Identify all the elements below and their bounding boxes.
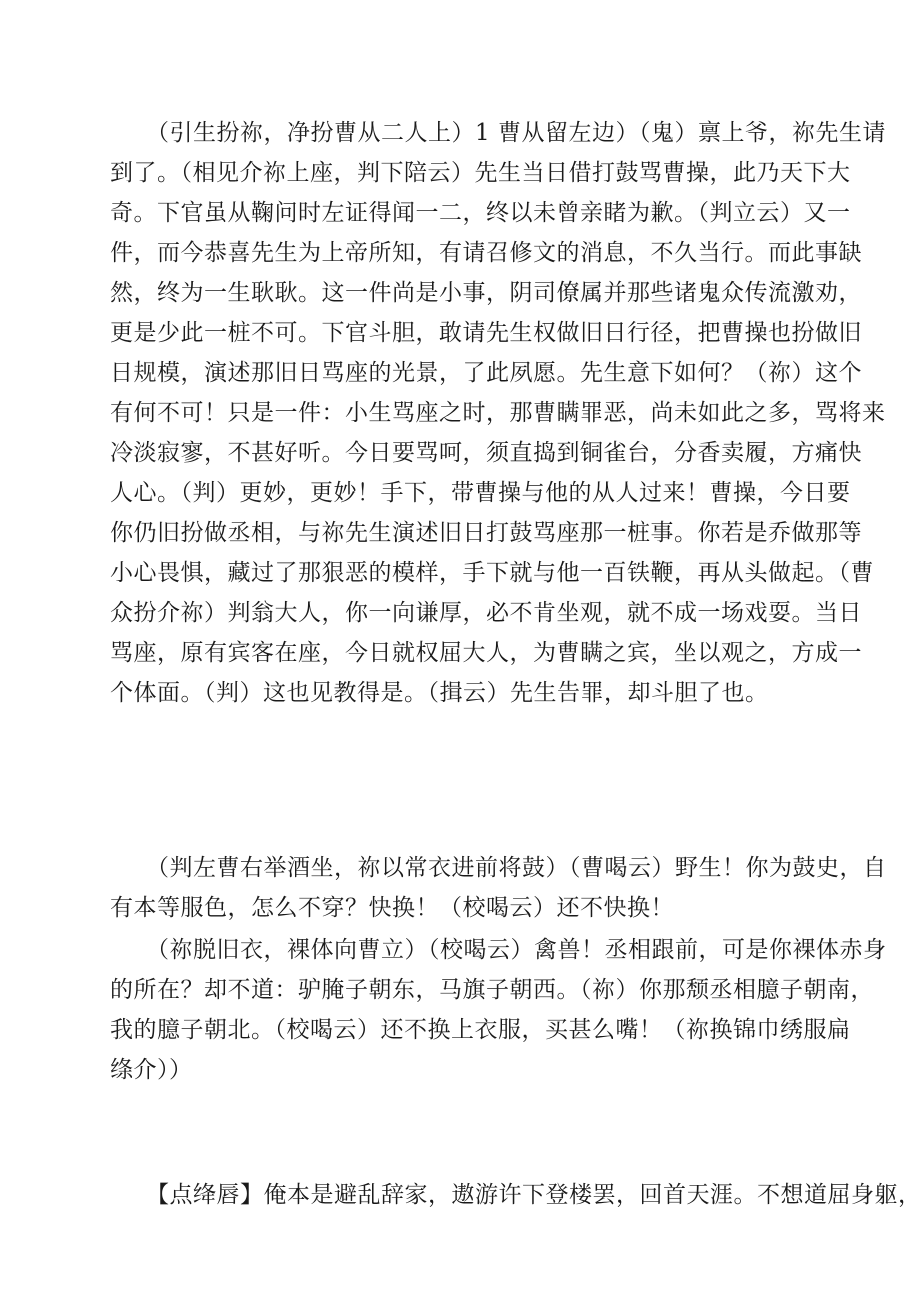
- text-line: 众扮介祢）判翁大人，你一向谦厚，必不肯坐观，就不成一场戏耍。当日: [110, 600, 862, 626]
- text-line: 冷淡寂寥，不甚好听。今日要骂呵，须直捣到铜雀台，分香卖履，方痛快: [110, 440, 862, 466]
- text-line: 个体面。（判）这也见教得是。（揖云）先生告罪，却斗胆了也。: [110, 680, 769, 706]
- text-line: 件，而今恭喜先生为上帝所知，有请召修文的消息，不久当行。而此事缺: [110, 240, 862, 266]
- text-line: 日规模，演述那旧日骂座的光景，了此夙愿。先生意下如何？（祢）这个: [110, 360, 862, 386]
- text-line: 【点绛唇】俺本是避乱辞家，遨游许下登楼罢，回首天涯。不想道屈身躯，: [146, 1182, 922, 1208]
- text-line: 到了。（相见介祢上座，判下陪云）先生当日借打鼓骂曹操，此乃天下大: [110, 160, 851, 186]
- text-line: 然，终为一生耿耿。这一件尚是小事，阴司僚属并那些诸鬼众传流激劝，: [110, 280, 862, 306]
- text-line: 有何不可！只是一件：小生骂座之时，那曹瞒罪恶，尚未如此之多，骂将来: [110, 400, 886, 426]
- text-line: 你仍旧扮做丞相，与祢先生演述旧日打鼓骂座那一桩事。你若是乔做那等: [110, 520, 862, 546]
- text-line: （引生扮祢，净扮曹从二人上）1 曹从留左边）（鬼）禀上爷，祢先生请: [146, 120, 886, 146]
- text-line: 绦介））: [110, 1057, 193, 1083]
- paragraph-3: [110, 930, 887, 1090]
- text-line: 的所在？却不道：驴腌子朝东，马旗子朝西。（祢）你那颓丞相臆子朝南，: [110, 977, 874, 1003]
- text-line: 我的臆子朝北。（校喝云）还不换上衣服，买甚么嘴！（祢换锦巾绣服扁: [110, 1017, 851, 1043]
- text-line: 小心畏惧，藏过了那狠恶的模样，手下就与他一百铁鞭，再从头做起。（曹: [110, 560, 874, 586]
- text-line: （祢脱旧衣，裸体向曹立）（校喝云）禽兽！丞相跟前，可是你裸体赤身: [146, 937, 887, 963]
- text-line: （判左曹右举酒坐，祢以常衣进前将鼓）（曹喝云）野生！你为鼓史，自: [146, 855, 887, 881]
- text-line: 人心。（判）更妙，更妙！手下，带曹操与他的从人过来！曹操，今日要: [110, 480, 851, 506]
- paragraph-2: [110, 848, 887, 928]
- paragraph-4: [110, 1175, 922, 1215]
- text-line: 更是少此一桩不可。下官斗胆，敢请先生权做旧日行径，把曹操也扮做旧: [110, 320, 862, 346]
- text-line: 骂座，原有宾客在座，今日就权屈大人，为曹瞒之宾，坐以观之，方成一: [110, 640, 862, 666]
- paragraph-1: [110, 113, 886, 713]
- text-line: 奇。下官虽从鞠问时左证得闻一二，终以未曾亲睹为歉。（判立云）又一: [110, 200, 851, 226]
- text-line: 有本等服色，怎么不穿？快换！（校喝云）还不快换！: [110, 895, 674, 921]
